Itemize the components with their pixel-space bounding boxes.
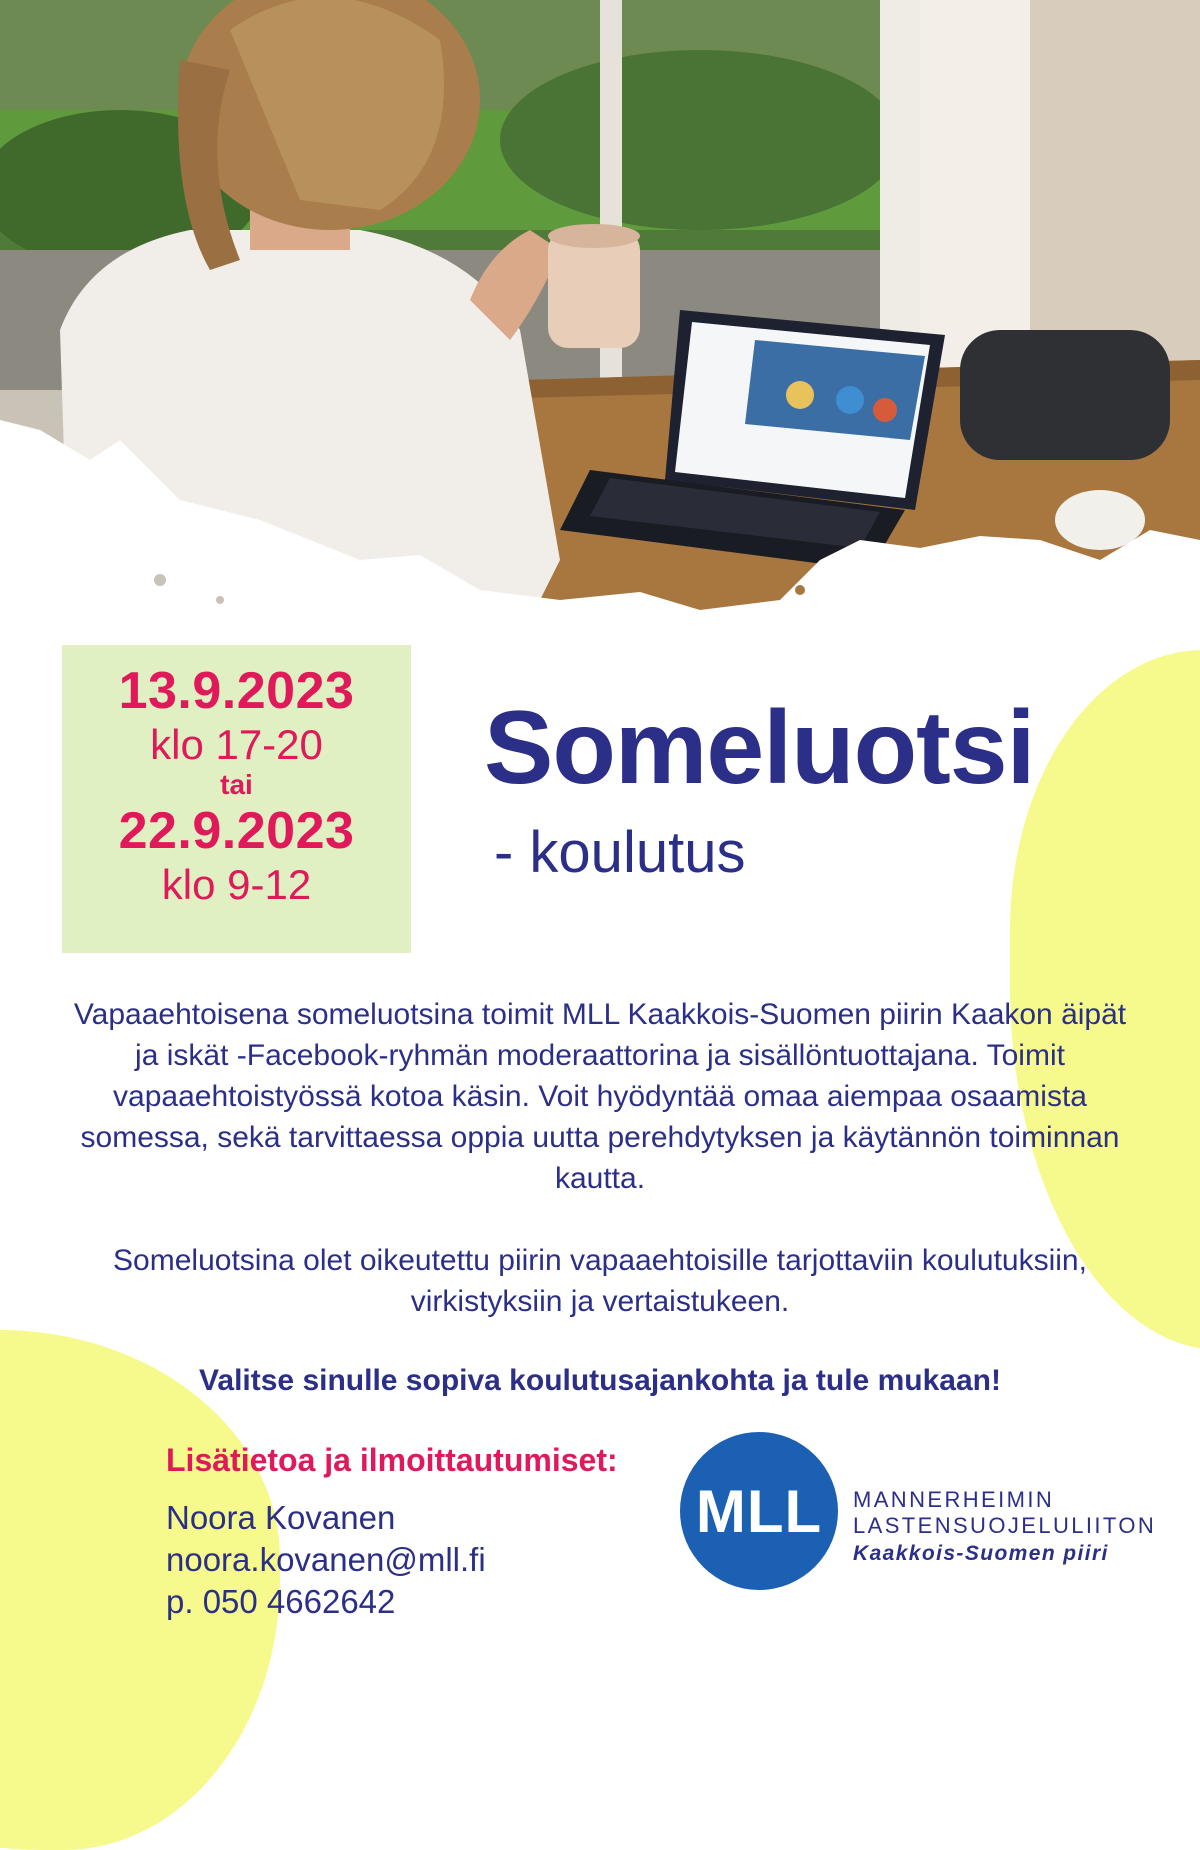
page-subtitle: - koulutus <box>494 820 746 885</box>
contact-email[interactable]: noora.kovanen@mll.fi <box>166 1541 486 1578</box>
event-date-2: 22.9.2023 <box>118 802 355 860</box>
event-dates-box <box>62 645 411 953</box>
contact-phone: p. 050 4662642 <box>166 1583 396 1620</box>
contact-heading: Lisätietoa ja ilmoittautumiset: <box>166 1442 618 1478</box>
hero-photo-illustration <box>0 0 1200 640</box>
body-paragraph-2: Someluotsina olet oikeutettu piirin vapaaehtoisille tarjottaviin koulutuksiin, virkistyksiin ja vertaistukeen. <box>113 1244 1087 1318</box>
mll-logo-mark: MLL <box>680 1432 838 1590</box>
event-time-2: klo 9-12 <box>161 861 312 908</box>
event-or-separator: tai <box>220 769 253 800</box>
event-date-1: 13.9.2023 <box>118 662 355 720</box>
call-to-action: Valitse sinulle sopiva koulutusajankohta ja tule mukaan! <box>199 1364 1001 1397</box>
event-time-1: klo 17-20 <box>150 721 323 768</box>
logo-text-line-2: LASTENSUOJELULIITON <box>853 1513 1157 1538</box>
logo-text-line-1: MANNERHEIMIN <box>853 1487 1055 1512</box>
contact-name: Noora Kovanen <box>166 1499 396 1536</box>
logo-text-line-3: Kaakkois-Suomen piiri <box>853 1542 1109 1565</box>
page-title: Someluotsi <box>484 690 1035 806</box>
body-paragraph-1: Vapaaehtoisena someluotsina toimit MLL Kaakkois-Suomen piirin Kaakon äipät ja iskät -Facebook-ryhmän moderaattorina ja sisällöntuottajana. Toimit vapaaehtoistyössä kotoa käsin. Voit hyödyntää omaa aiempaa osaamista somessa, sekä tarvittaessa oppia uutta perehdytyksen ja käytännön toiminnan kautta. <box>73 998 1127 1195</box>
hero-photo <box>0 0 1200 640</box>
